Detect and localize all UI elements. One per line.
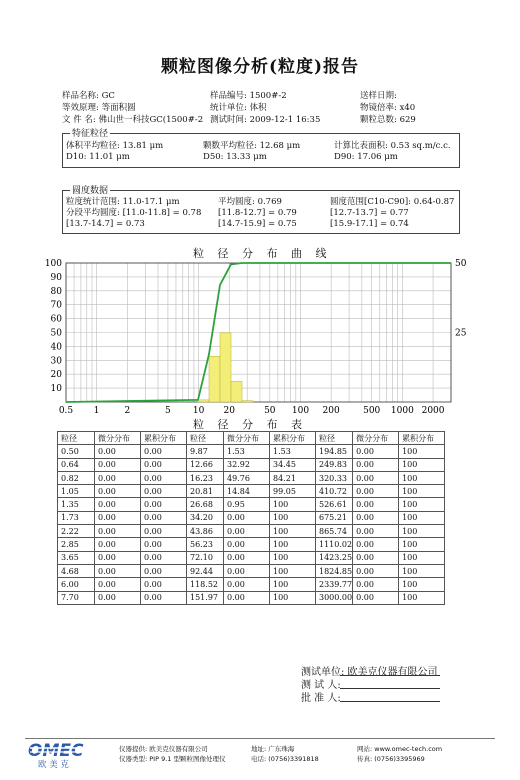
roundness-avg: 平均圆度: 0.769 [218,197,282,207]
table-cell: 1423.25 [316,551,353,564]
table-cell: 0.00 [141,511,187,524]
stat-unit: 统计单位: 体积 [210,103,267,113]
table-cell: 0.00 [141,591,187,604]
table-cell: 100 [399,551,445,564]
table-row [58,511,445,524]
y-tick-label: 40 [50,342,62,353]
table-cell: 100 [399,564,445,577]
table-cell: 0.00 [353,538,399,551]
table-cell: 20.81 [187,485,224,498]
table-cell: 100 [399,498,445,511]
table-cell: 0.00 [95,538,141,551]
table-cell: 34.20 [187,511,224,524]
table-cell: 26.68 [187,498,224,511]
y2-tick-label: 25 [455,328,467,339]
footer-website: 网站: www.omec-tech.com [357,745,443,753]
table-header-row [58,432,445,445]
table-cell: 49.76 [224,471,270,484]
table-cell: 0.00 [141,498,187,511]
distribution-table [57,431,445,605]
table-cell: 0.00 [353,445,399,458]
table-cell: 118.52 [187,578,224,591]
table-header-cell: 粒径 [58,432,95,445]
chart-title: 粒 径 分 布 曲 线 [193,247,332,260]
table-cell: 0.50 [58,445,95,458]
footer-phone: 电话: (0756)3391818 [251,755,319,763]
table-cell: 100 [399,578,445,591]
histogram-bar [209,356,220,402]
sample-no: 样品编号: 1500#-2 [210,91,287,101]
table-cell: 0.00 [353,471,399,484]
table-cell: 56.23 [187,538,224,551]
table-cell: 0.00 [95,458,141,471]
table-cell: 0.00 [224,551,270,564]
y-tick-label: 50 [50,328,62,339]
table-cell: 100 [399,471,445,484]
table-cell: 249.83 [316,458,353,471]
roundness-c-range: 圆度范围[C10-C90]: 0.64-0.87 [330,197,455,207]
table-cell: 0.00 [141,538,187,551]
table-cell: 14.84 [224,485,270,498]
table-cell: 0.00 [353,511,399,524]
table-cell: 84.21 [270,471,316,484]
omec-logo [26,740,101,770]
x-tick-label: 500 [363,406,381,416]
table-cell: 34.45 [270,458,316,471]
table-cell: 100 [270,498,316,511]
table-cell: 526.61 [316,498,353,511]
x-tick-label: 10 [192,406,205,416]
table-cell: 0.00 [95,591,141,604]
tester-label: 测 试 人: [301,680,341,691]
table-header-cell: 粒径 [316,432,353,445]
histogram-bar [220,333,231,402]
table-cell: 100 [399,525,445,538]
table-cell: 0.00 [353,564,399,577]
table-cell: 72.10 [187,551,224,564]
table-cell: 1.35 [58,498,95,511]
table-cell: 0.00 [224,538,270,551]
table-cell: 0.00 [353,458,399,471]
x-tick-label: 0.5 [58,406,74,416]
table-cell: 0.64 [58,458,95,471]
tester-line [340,688,440,689]
table-cell: 100 [270,591,316,604]
table-cell: 0.82 [58,471,95,484]
table-cell: 16.23 [187,471,224,484]
table-cell: 0.00 [353,485,399,498]
x-tick-label: 2000 [421,406,445,416]
file-name: 文 件 名: 佛山世一科技GC(1500#-2 [62,115,204,125]
table-cell: 1.73 [58,511,95,524]
table-header-cell: 累积分布 [141,432,187,445]
y-tick-label: 90 [50,272,62,283]
table-cell: 1.53 [270,445,316,458]
y-tick-label: 30 [50,356,62,367]
table-cell: 2339.77 [316,578,353,591]
table-cell: 92.44 [187,564,224,577]
table-cell: 0.00 [141,485,187,498]
footer-fax: 传真: (0756)3395969 [357,755,425,763]
table-cell: 2.85 [58,538,95,551]
table-cell: 0.00 [95,485,141,498]
table-title: 粒 径 分 布 表 [193,418,307,431]
table-cell: 0.00 [95,471,141,484]
table-cell: 100 [399,538,445,551]
send-date: 送样日期: [360,91,397,101]
vol-mean: 体积平均粒径: 13.81 μm [66,141,164,151]
table-row [58,538,445,551]
table-cell: 0.00 [141,578,187,591]
histogram-bar [242,401,253,402]
table-header-cell: 粒径 [187,432,224,445]
x-tick-label: 2 [124,406,131,416]
surface-area: 计算比表面积: 0.53 sq.m/c.c. [334,141,451,151]
table-cell: 0.00 [141,525,187,538]
table-row [58,578,445,591]
table-cell: 100 [399,591,445,604]
table-row [58,485,445,498]
x-tick-label: 1000 [390,406,414,416]
table-row [58,564,445,577]
y-tick-label: 20 [50,370,62,381]
footer-provider: 仪器提供: 欧美克仪器有限公司 [119,745,208,753]
table-cell: 0.00 [95,578,141,591]
table-cell: 100 [399,485,445,498]
roundness-seg-1: 分段平均圆度: [11.0-11.8] = 0.78 [66,208,202,218]
table-cell: 100 [270,511,316,524]
roundness-title: 圆度数据 [70,183,110,196]
footer-divider [25,738,495,739]
principle: 等效原理: 等面积圆 [62,103,136,113]
table-header-cell: 微分分布 [224,432,270,445]
histogram-bar [198,400,209,402]
table-cell: 0.00 [141,458,187,471]
x-tick-label: 200 [322,406,340,416]
d90: D90: 17.06 μm [334,152,398,162]
roundness-seg-5: [14.7-15.9] = 0.75 [218,219,297,229]
table-header-cell: 累积分布 [270,432,316,445]
table-cell: 320.33 [316,471,353,484]
roundness-seg-6: [15.9-17.1] = 0.74 [330,219,409,229]
logo-cn: 欧 美 克 [38,760,69,770]
table-cell: 0.95 [224,498,270,511]
footer-address: 地址: 广东珠海 [251,745,295,753]
table-cell: 100 [399,511,445,524]
table-cell: 99.05 [270,485,316,498]
table-cell: 0.00 [353,498,399,511]
table-cell: 0.00 [353,591,399,604]
table-cell: 1.05 [58,485,95,498]
d10: D10: 11.01 μm [66,152,130,162]
particle-total: 颗粒总数: 629 [360,115,416,125]
table-cell: 2.22 [58,525,95,538]
table-cell: 0.00 [353,551,399,564]
table-cell: 3.65 [58,551,95,564]
report-title: 颗粒图像分析(粒度)报告 [160,57,360,77]
table-cell: 0.00 [95,445,141,458]
y-tick-label: 80 [50,286,62,297]
table-cell: 1824.85 [316,564,353,577]
table-cell: 43.86 [187,525,224,538]
table-cell: 100 [270,525,316,538]
table-cell: 194.85 [316,445,353,458]
distribution-chart [0,256,520,416]
test-unit-line [340,675,440,676]
table-cell: 0.00 [353,578,399,591]
table-header-cell: 累积分布 [399,432,445,445]
test-unit: 测试单位: 欧美克仪器有限公司 [301,667,438,678]
x-tick-label: 100 [291,406,310,416]
y2-tick-label: 50 [455,259,467,269]
approver-label: 批 准 人: [301,693,341,704]
table-cell: 410.72 [316,485,353,498]
table-cell: 0.00 [95,511,141,524]
table-cell: 0.00 [95,498,141,511]
roundness-seg-2: [11.8-12.7] = 0.79 [218,208,297,218]
roundness-seg-3: [12.7-13.7] = 0.77 [330,208,409,218]
magnification: 物镜倍率: x40 [360,103,416,113]
table-cell: 100 [270,578,316,591]
table-row [58,551,445,564]
sample-name: 样品名称: GC [62,91,115,101]
x-tick-label: 20 [223,406,235,416]
table-cell: 0.00 [141,564,187,577]
approver-line [340,701,440,702]
table-cell: 3000.00 [316,591,353,604]
table-row [58,471,445,484]
x-tick-label: 5 [165,406,171,416]
table-cell: 6.00 [58,578,95,591]
table-header-cell: 微分分布 [353,432,399,445]
logo-text: OMEC [28,741,84,761]
table-cell: 4.68 [58,564,95,577]
table-cell: 865.74 [316,525,353,538]
x-tick-label: 1 [93,406,100,416]
table-cell: 1110.02 [316,538,353,551]
table-row [58,498,445,511]
d50: D50: 13.33 μm [203,152,267,162]
table-cell: 100 [270,538,316,551]
table-cell: 7.70 [58,591,95,604]
table-row [58,591,445,604]
histogram-bar [231,381,242,402]
num-mean: 颗数平均粒径: 12.68 μm [203,141,301,151]
table-cell: 0.00 [224,511,270,524]
table-row [58,458,445,471]
table-header-cell: 微分分布 [95,432,141,445]
table-cell: 0.00 [95,551,141,564]
y-tick-label: 70 [50,300,62,311]
table-cell: 12.66 [187,458,224,471]
table-cell: 0.00 [141,471,187,484]
table-cell: 0.00 [95,564,141,577]
y-tick-label: 100 [44,259,62,269]
table-cell: 0.00 [224,578,270,591]
y-tick-label: 10 [50,384,62,395]
table-cell: 0.00 [141,551,187,564]
table-row [58,525,445,538]
table-cell: 151.97 [187,591,224,604]
table-cell: 100 [270,551,316,564]
table-cell: 0.00 [95,525,141,538]
table-cell: 675.21 [316,511,353,524]
table-cell: 0.00 [224,564,270,577]
roundness-seg-4: [13.7-14.7] = 0.73 [66,219,145,229]
x-tick-label: 50 [264,406,276,416]
table-cell: 100 [399,458,445,471]
y-tick-label: 60 [50,314,62,325]
table-cell: 0.00 [141,445,187,458]
table-cell: 0.00 [224,525,270,538]
table-cell: 100 [270,564,316,577]
table-cell: 9.87 [187,445,224,458]
test-time: 测试时间: 2009-12-1 16:35 [210,115,321,125]
table-cell: 0.00 [224,591,270,604]
table-row [58,445,445,458]
table-cell: 100 [399,445,445,458]
features-title: 特征粒径 [70,126,110,139]
table-cell: 32.92 [224,458,270,471]
table-cell: 0.00 [353,525,399,538]
table-cell: 1.53 [224,445,270,458]
footer-model: 仪器类型: PIP 9.1 型颗粒图像处理仪 [119,755,226,763]
roundness-range: 粒度统计范围: 11.0-17.1 μm [66,197,180,207]
